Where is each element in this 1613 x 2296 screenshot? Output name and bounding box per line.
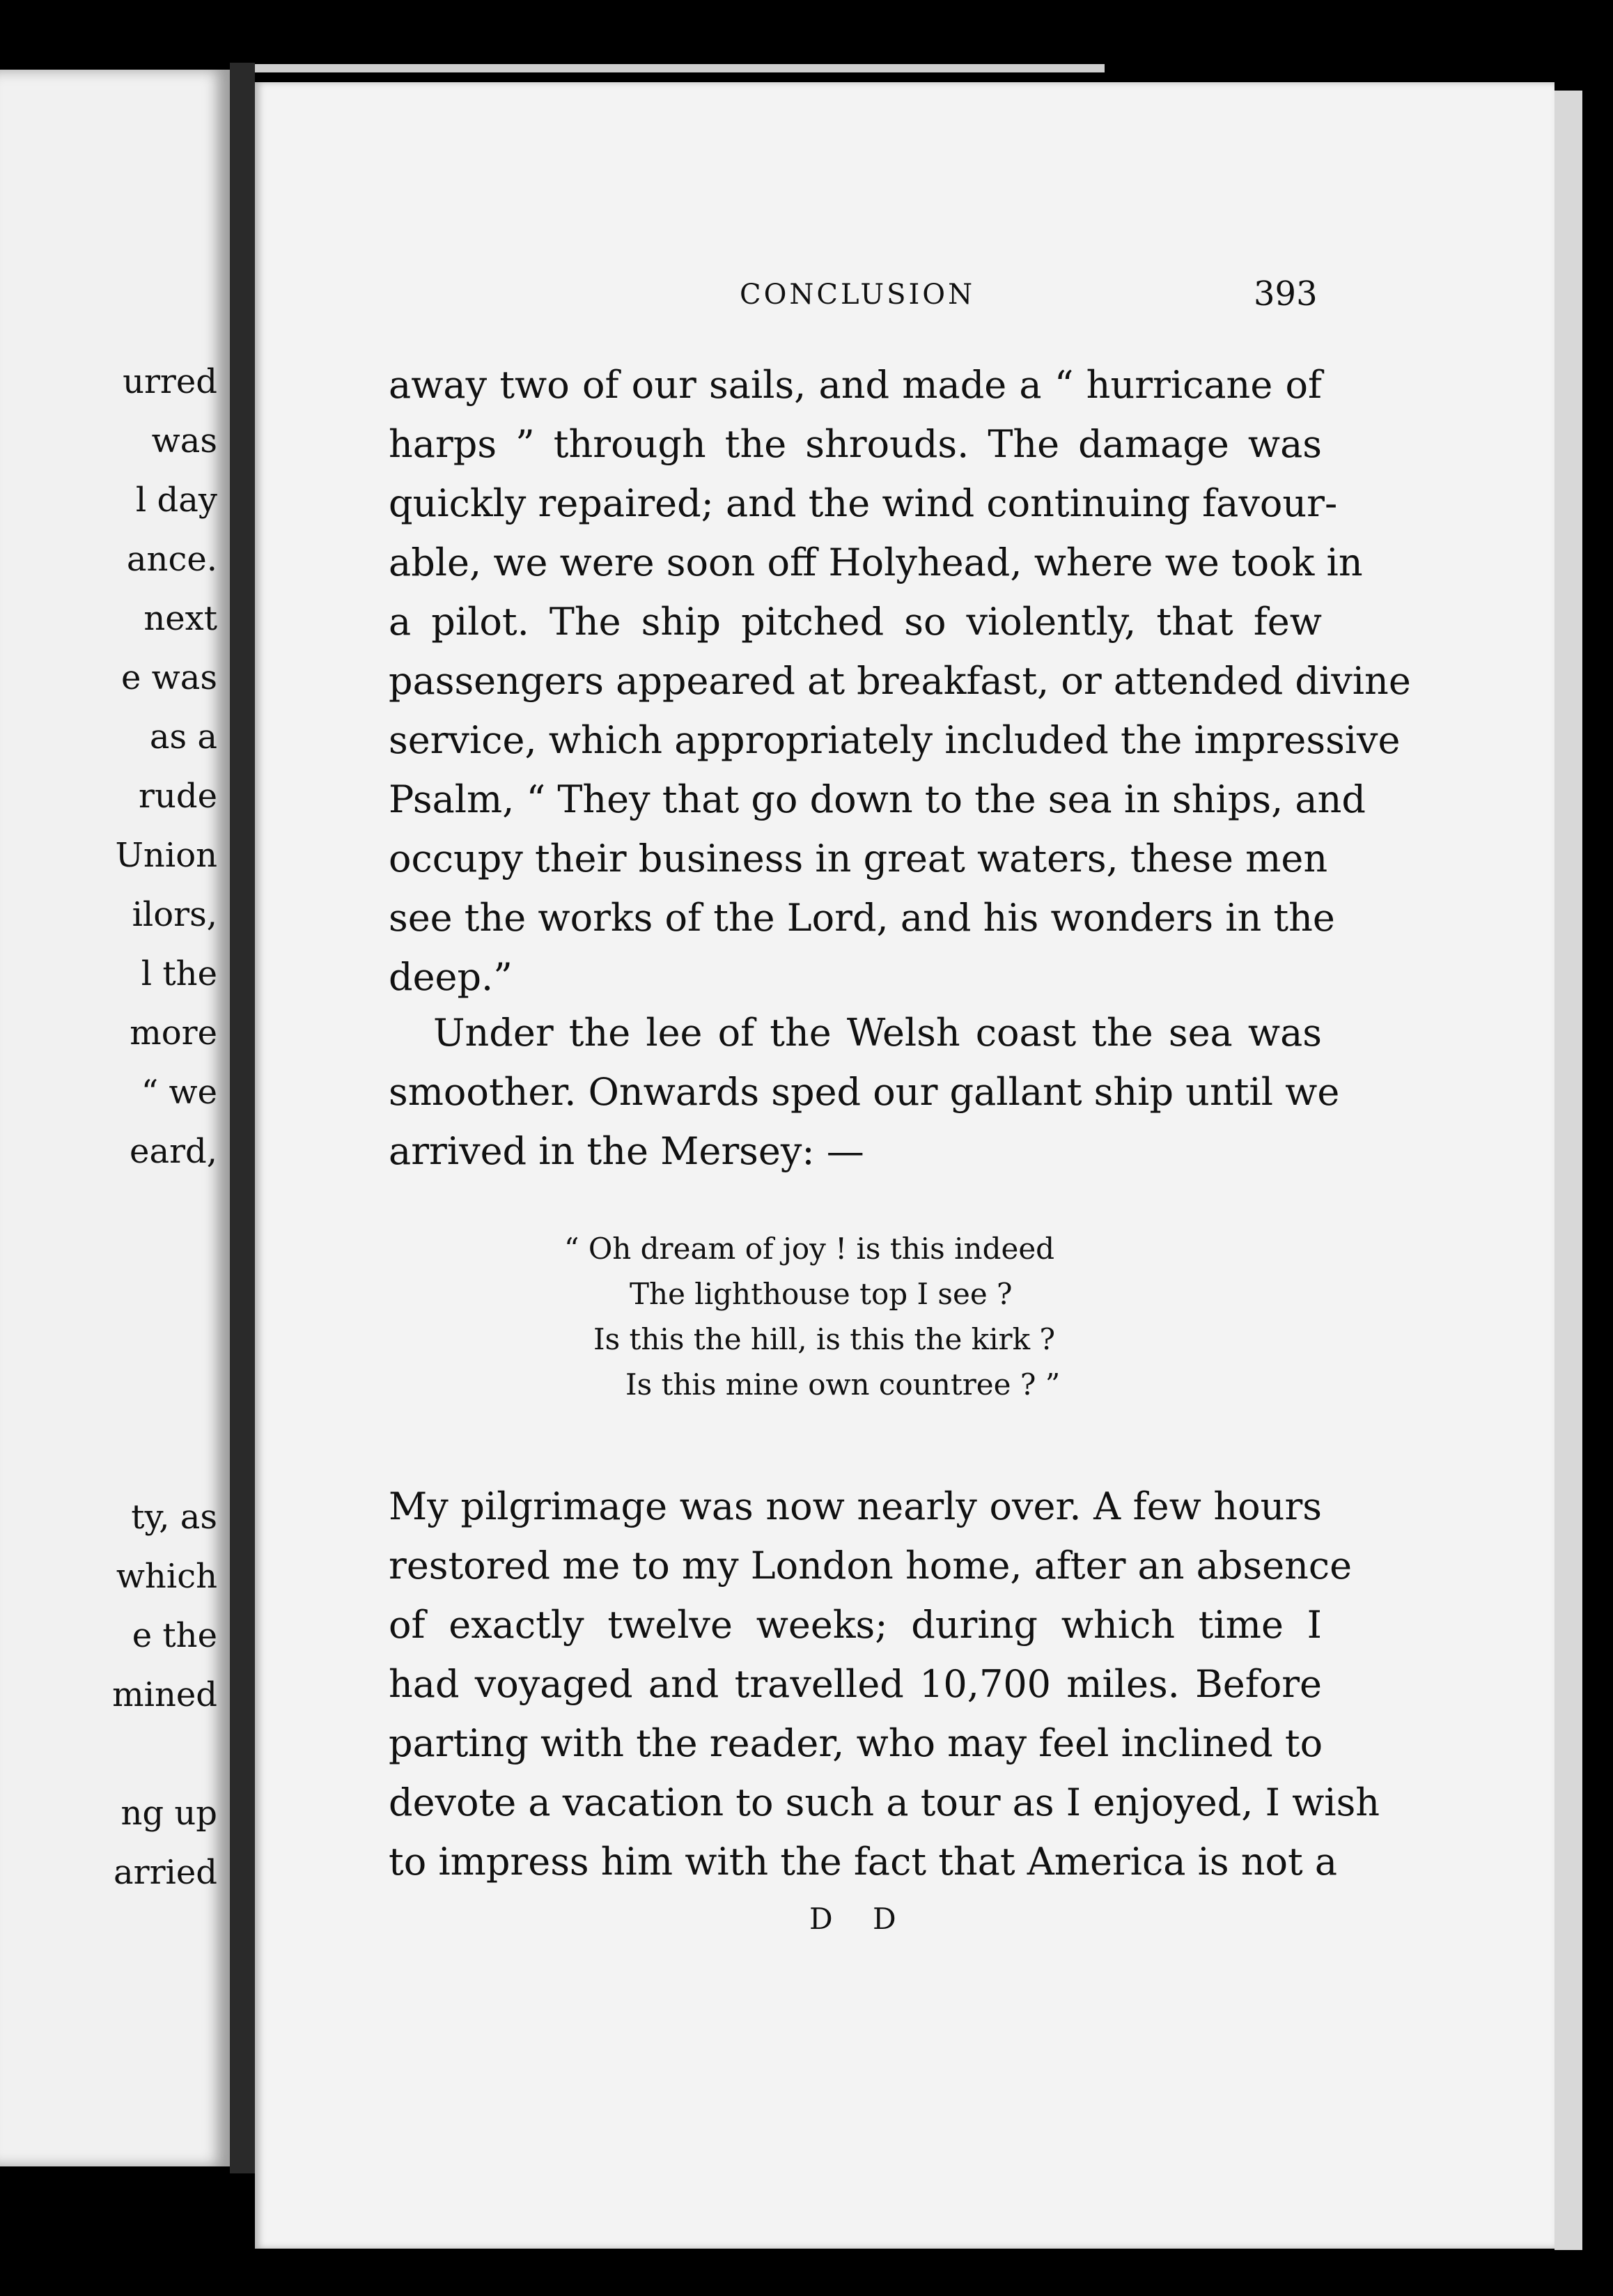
paragraph-2 [389,1003,1340,1181]
verse-quotation [543,1226,1170,1407]
verse-line: Is this mine own countree ? ” [625,1367,1061,1402]
text-line: of exactly twelve weeks; during which time I [389,1603,1322,1647]
text-line: service, which appropriately included the impressive [389,718,1401,762]
paragraph-3 [389,1477,1380,1891]
verse-line: Is this the hill, is this the kirk ? [593,1322,1055,1356]
text-line: devote a vacation to such a tour as I enjoyed, I wish [389,1781,1380,1824]
paragraph-1 [389,355,1411,1007]
left-line-fragment: ance. [126,540,217,579]
text-line: occupy their business in great waters, these men [389,837,1328,881]
left-line-fragment: “ we [141,1073,217,1112]
running-head: CONCLUSION [740,279,976,311]
left-line-fragment: Union [115,836,217,875]
left-line-fragment: arried [114,1853,217,1892]
verse-line: The lighthouse top I see ? [630,1277,1013,1311]
text-line: arrived in the Mersey: — [389,1129,864,1173]
left-line-fragment: ty, as [131,1498,217,1537]
text-line: away two of our sails, and made a “ hurricane of [389,363,1322,407]
page-edge-right [1554,91,1582,2250]
previous-page-fragment [0,70,230,2166]
left-line-fragment: rude [139,777,217,816]
signature-mark: D D [809,1902,912,1936]
verse-line: “ Oh dream of joy ! is this indeed [564,1232,1055,1266]
text-line: Psalm, “ They that go down to the sea in ships, and [389,777,1366,821]
left-line-fragment: more [130,1014,217,1053]
left-line-fragment: l the [141,954,217,993]
text-line: deep.” [389,955,513,999]
page-edge-top [255,64,1105,72]
left-line-fragment: eard, [130,1132,217,1171]
page-number: 393 [1254,274,1318,313]
text-line: passengers appeared at breakfast, or attended divine [389,659,1411,703]
text-line: quickly repaired; and the wind continuing favour- [389,481,1338,525]
left-line-fragment: ng up [120,1794,217,1833]
text-line: smoother. Onwards sped our gallant ship until we [389,1070,1340,1114]
book-gutter [230,63,255,2173]
text-line: parting with the reader, who may feel inclined to [389,1721,1323,1765]
text-line: restored me to my London home, after an absence [389,1544,1353,1588]
left-line-fragment: e was [121,658,217,697]
left-line-fragment: which [116,1557,217,1596]
text-line: a pilot. The ship pitched so violently, that few [389,600,1322,644]
left-line-fragment: urred [123,362,217,401]
left-line-fragment: was [151,421,217,460]
text-line: see the works of the Lord, and his wonders in the [389,896,1335,940]
left-line-fragment: ilors, [132,895,217,934]
text-line: harps ” through the shrouds. The damage was [389,422,1322,466]
text-line: to impress him with the fact that America is not a [389,1840,1338,1884]
text-line: able, we were soon off Holyhead, where we took in [389,541,1363,584]
left-line-fragment: next [143,599,217,638]
left-line-fragment: e the [132,1616,217,1655]
left-line-fragment: mined [112,1675,217,1714]
text-line: My pilgrimage was now nearly over. A few hours [389,1484,1322,1528]
left-line-fragment: as a [149,718,217,757]
text-line: had voyaged and travelled 10,700 miles. Before [389,1662,1322,1706]
left-line-fragment: l day [135,481,217,520]
text-line: Under the lee of the Welsh coast the sea was [433,1011,1322,1055]
